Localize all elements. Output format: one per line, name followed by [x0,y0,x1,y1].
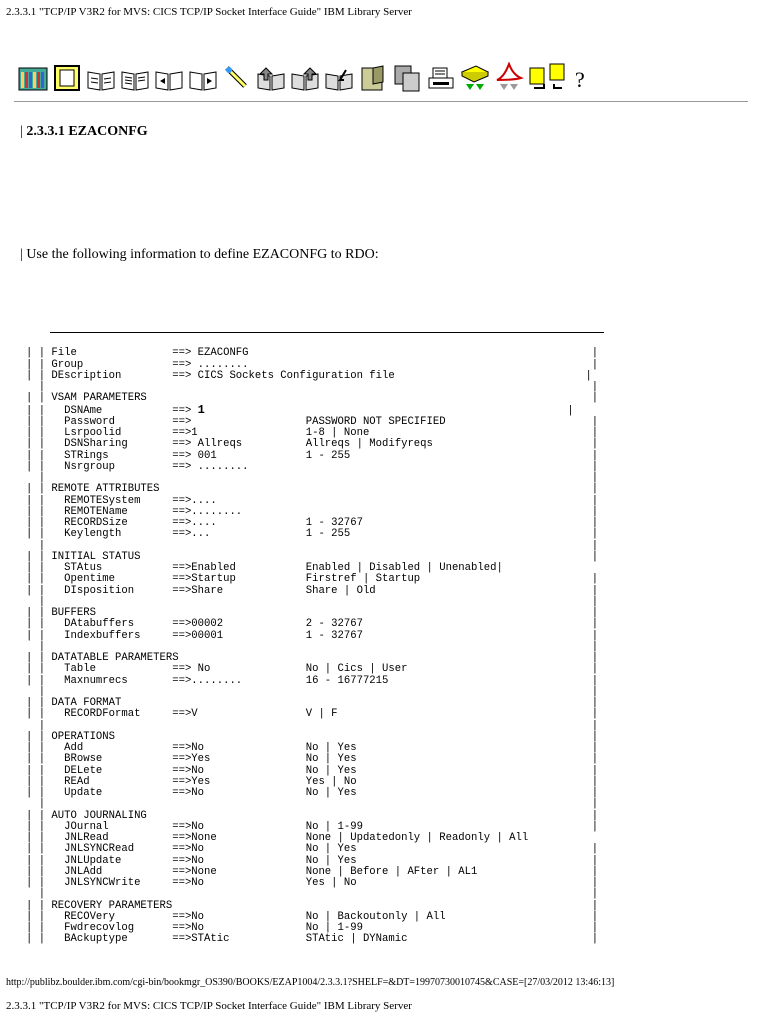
form-line-text: REMOTE ATTRIBUTES | [45,483,599,496]
change-bars: | | [26,697,46,709]
change-bars: | | [26,449,46,462]
form-line-text: | [204,404,574,417]
form-line-text: | [45,888,599,901]
form-line-text: | [45,719,599,732]
change-bars: | | [26,922,46,934]
change-bars: | | [26,933,46,946]
page-header-title: 2.3.3.1 "TCP/IP V3R2 for MVS: CICS TCP/IP Socket Interface Guide" IBM Library Server [6,6,412,18]
change-bars: | | [26,528,46,541]
change-bars: | | [26,347,46,360]
form-line-text: Table ==> No No | Cics | User | [45,663,599,676]
form-line-text: Add ==>No No | Yes | [45,742,599,754]
book-cover-button[interactable] [52,62,82,92]
form-line-text: Nsrgroup ==> ........ | [45,460,599,473]
change-bars: | | [26,550,46,563]
form-line-text: INITIAL STATUS | [45,550,599,563]
change-bars: | | [26,820,46,833]
form-line-text: File ==> EZACONFG | [45,347,599,360]
bookmark-icon [359,64,387,92]
form-line-text: DEscription ==> CICS Sockets Configuration file | [45,369,592,382]
change-bars: | [26,798,46,811]
copy-icon [393,64,421,92]
change-bars: | | [26,573,46,586]
change-bars: | | [26,438,46,451]
section-heading-text: 2.3.3.1 EZACONFG [26,124,148,139]
search-button[interactable] [222,62,252,92]
change-bars: | | [26,358,46,371]
form-line-text: DATATABLE PARAMETERS | [45,652,599,664]
change-bars: | | [26,832,46,844]
change-bars: | | [26,764,46,777]
change-bars: | | [26,618,46,631]
intro-paragraph [20,247,379,263]
form-line-text: JNLSYNCRead ==>No No | Yes | [45,843,599,856]
form-line-text: Indexbuffers ==>00001 1 - 32767 | [45,629,599,642]
form-line-text: BAckuptype ==>STAtic STAtic | DYNamic | [45,933,599,946]
form-line [26,934,598,945]
change-bars: | | [26,404,46,417]
next-hit-icon [324,66,354,92]
change-bars: | | [26,415,46,428]
change-bars: | | [26,753,46,766]
notes-icon [290,66,320,92]
change-bars: | [26,595,46,608]
form-line-text [45,336,579,348]
change-bars: | | [26,562,46,574]
form-line-text: REMOTESystem ==>.... | [45,494,599,507]
change-bars: | | [26,629,46,642]
change-bars: | | [26,899,46,912]
help-button[interactable] [572,62,592,92]
previous-topic-button[interactable] [154,62,184,92]
form-line-text: DSNSharing ==> Allreqs Allreqs | Modifyreqs | [45,438,599,451]
form-line-text: Maxnumrecs ==>........ 16 - 16777215 | [45,674,599,687]
change-bars: | | [26,708,46,721]
form-line-text: Fwdrecovlog ==>No No | 1-99 | [45,922,599,934]
form-line-text: Group ==> ........ | [45,358,599,371]
form-line-text: DAtabuffers ==>00002 2 - 32767 | [45,618,599,631]
change-bars: | | [26,865,46,878]
change-bars: | | [26,505,46,518]
change-marker: | [20,247,23,262]
form-line-text: RECORDSize ==>.... 1 - 32767 | [45,517,599,529]
form-line-text: RECOVery ==>No No | Backoutonly | All | [45,910,599,923]
rdo-definition-panel [26,325,746,950]
download-pdf-button[interactable] [494,62,524,92]
form-line-text: DELete ==>No No | Yes | [45,764,599,777]
form-line-text: Keylength ==>... 1 - 255 | [45,528,599,541]
bookshelf-button[interactable] [18,62,48,92]
index-button[interactable] [120,62,150,92]
index-icon [120,68,150,92]
contents-icon [86,68,116,92]
change-bars: | | [26,517,46,529]
change-bars: | | [26,494,46,507]
form-line-text: RECORDFormat ==>V V | F | [45,708,599,721]
change-bars: | | [26,392,46,405]
change-bars: | | [26,787,46,799]
change-bars: | [26,719,46,732]
form-line-text: | [45,685,599,698]
change-bars: | [26,472,46,484]
change-bars: | [26,640,46,653]
form-line-text: Password ==> PASSWORD NOT SPECIFIED | [45,415,599,428]
form-line-text: Lsrpoolid ==>1 1-8 | None | [45,427,599,439]
next-hit-button[interactable] [324,62,354,92]
change-bars: | | [26,584,46,597]
bookmark-button[interactable] [358,62,388,92]
form-line-text: | [45,640,599,653]
form-line-text: AUTO JOURNALING | [45,809,599,822]
change-bars: | [26,381,46,393]
print-icon [427,66,455,92]
svg-text:?: ? [575,67,585,92]
form-line-text: VSAM PARAMETERS | [45,392,599,405]
ezaconfg-form [26,337,598,946]
copy-button[interactable] [392,62,422,92]
change-bars: | | [26,877,46,889]
contents-button[interactable] [86,62,116,92]
change-bars: | | [26,483,46,496]
change-bars: | | [26,607,46,619]
change-bars: | | [26,730,46,743]
download-pdf-icon [494,62,524,92]
form-line-text: DIsposition ==>Share Share | Old | [45,584,599,597]
footer-url: http://publibz.boulder.ibm.com/cgi-bin/bookmgr_OS390/BOOKS/EZAP1004/2.3.3.1?SHELF=&DT=19970730010745&CASE=[27/03/2012 13:46:13] [6,977,615,988]
form-line-text: | [45,381,599,393]
previous-hit-button[interactable] [256,62,286,92]
change-bars: | | [26,652,46,664]
search-icon [223,64,251,92]
form-line-text: | [45,595,599,608]
footer-title: 2.3.3.1 "TCP/IP V3R2 for MVS: CICS TCP/IP Socket Interface Guide" IBM Library Server [6,1000,412,1012]
change-bars: | | [26,809,46,822]
form-line-text: JNLUpdate ==>No No | Yes | [45,854,599,867]
toolbar-divider [14,101,748,102]
dsname-value: 1 [197,402,205,417]
change-bars: | | [26,427,46,439]
panel-top-border [50,332,604,333]
change-marker: | [20,124,23,139]
form-line-text: BUFFERS | [45,607,599,619]
form-line-text: JNLAdd ==>None None | Before | AFter | AL1 | [45,865,599,878]
help-icon [572,66,592,92]
change-bars: | | [26,843,46,856]
change-bars: | [26,685,46,698]
form-line-text: DSNAme ==> [45,404,198,417]
form-line [26,393,598,404]
bookshelf-icon [18,64,48,92]
book-cover-icon [53,64,81,92]
toolbar [18,58,592,92]
form-line-text: STAtus ==>Enabled Enabled | Disabled | Unenabled| [45,562,503,574]
next-topic-icon [188,68,218,92]
change-bars: | | [26,910,46,923]
previous-topic-icon [154,68,184,92]
form-line-text: Update ==>No No | Yes | [45,787,599,799]
form-line-text: OPERATIONS | [45,730,599,743]
change-bars: | | [26,854,46,867]
form-line-text: JNLRead ==>None None | Updatedonly | Readonly | All [45,832,529,844]
form-line-text: JOurnal ==>No No | 1-99 | [45,820,599,833]
section-heading [20,124,148,140]
previous-hit-icon [256,66,286,92]
change-bars: | | [26,369,46,382]
change-bars: | | [26,742,46,754]
download-book-button[interactable] [460,62,490,92]
form-line-text: RECOVERY PARAMETERS | [45,899,599,912]
change-bars: | | [26,775,46,788]
form-line-text: Opentime ==>Startup Firstref | Startup | [45,573,599,586]
notes-button[interactable] [290,62,320,92]
library-exchange-icon [528,62,568,92]
form-line-text: STRings ==> 001 1 - 255 | [45,449,599,462]
form-line-text: REAd ==>Yes Yes | No | [45,775,599,788]
download-book-icon [460,62,490,92]
form-line-text: REMOTEName ==>........ | [45,505,599,518]
change-bars: | [26,888,46,901]
change-bars: | | [26,460,46,473]
intro-text: Use the following information to define EZACONFG to RDO: [26,247,379,262]
form-line-text: | [45,798,599,811]
library-exchange-button[interactable] [528,62,568,92]
change-bars: | | [26,663,46,676]
next-topic-button[interactable] [188,62,218,92]
change-bars: | [26,539,46,552]
form-line-text: BRowse ==>Yes No | Yes | [45,753,599,766]
change-bars [26,336,45,348]
form-line-text: JNLSYNCWrite ==>No Yes | No | [45,877,599,889]
print-button[interactable] [426,62,456,92]
form-line-text: DATA FORMAT | [45,697,599,709]
form-line-text: | [45,472,599,484]
change-bars: | | [26,674,46,687]
form-line-text: | [45,539,599,552]
